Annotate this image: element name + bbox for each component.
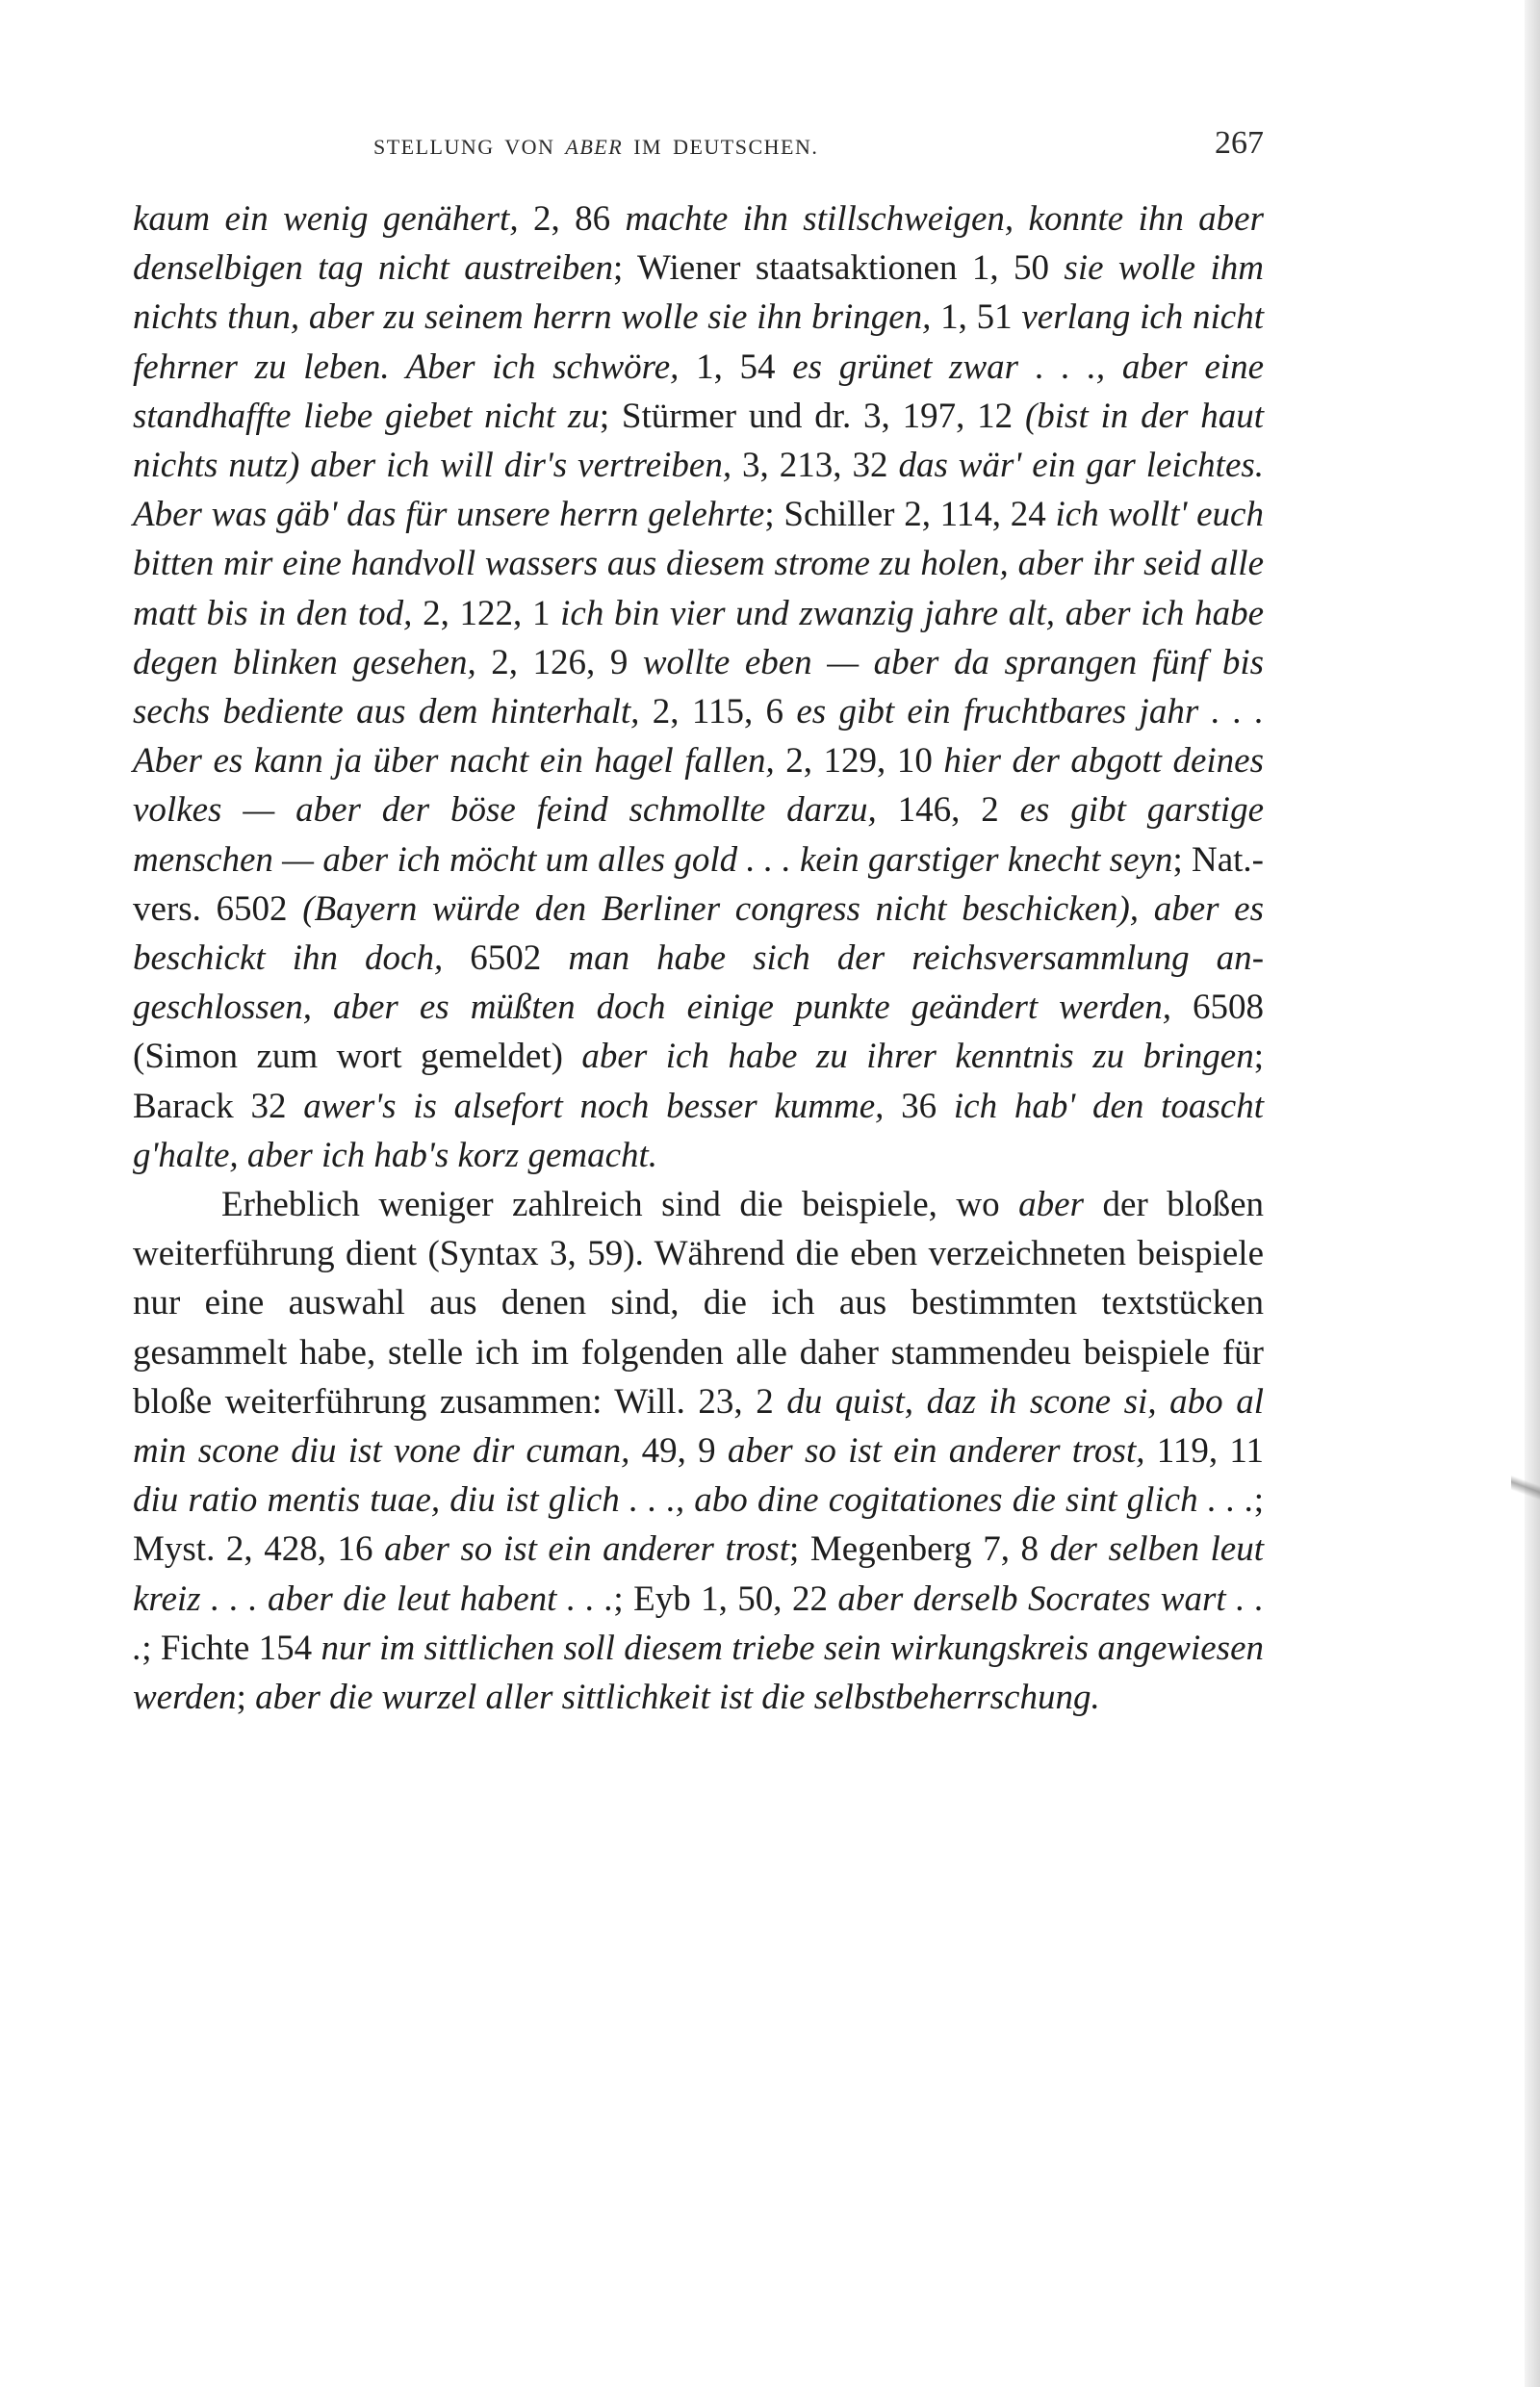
running-title-part: IM DEUTSCHEN. — [623, 135, 819, 159]
italic-text-run: ich wollt' euch bitten mir eine handvoll wassers aus diesem strome zu holen, aber ihr seid alle matt bis in den tod, — [133, 495, 1264, 633]
italic-text-run: sie wolle ihm nichts thun, aber zu seinem herrn wolle sie ihn bringen, — [133, 248, 1264, 338]
text-run: 146, 2 — [876, 790, 1020, 831]
italic-text-run: (Bayern würde den Berliner congress nicht beschicken), aber es beschickt ihn doch, — [133, 888, 1264, 979]
book-page — [133, 123, 1264, 1722]
italic-text-run: machte ihn stillschweigen, konnte ihn aber denselbigen tag nicht austreiben — [133, 199, 1264, 289]
italic-text-run: der selben leut kreiz . . . aber die leut habent . . . — [133, 1529, 1265, 1619]
italic-text-run: es gibt garstige menschen — aber ich möcht um alles gold . . . kein garstiger knecht seyn — [133, 790, 1264, 880]
italic-text-run: aber die wurzel aller sittlichkeit ist die selbstbeherrschung. — [255, 1678, 1100, 1718]
text-run: 2, 126, 9 — [475, 642, 643, 682]
italic-text-run: awer's is alsefort noch besser kumme, — [303, 1086, 885, 1126]
text-run: Erheblich weniger zahlreich sind die beispiele, wo — [221, 1185, 1019, 1225]
text-run: der bloßen weiterführung dient (Syntax 3, 59). Während die eben verzeichneten beispiele nur eine auswahl aus denen sind, die ich aus bestimmten textstücken gesammelt habe, stelle ich im folgenden alle daher stammendeu beispiele für bloße weiterführung zusammen: Will. 23, 2 — [133, 1185, 1264, 1422]
italic-text-run: ich hab' den toascht g'halte, aber ich hab's korz gemacht. — [133, 1086, 1265, 1175]
italic-text-run: aber so ist ein anderer trost — [384, 1529, 789, 1570]
running-title-italic: ABER — [565, 135, 624, 159]
text-run: ; Megenberg 7, 8 — [788, 1529, 1050, 1570]
text-run: 36 — [884, 1086, 954, 1126]
italic-text-run: aber derselb Socrates wart . . . — [133, 1578, 1264, 1668]
text-run: ; Schiller 2, 114, 24 — [764, 495, 1056, 535]
italic-text-run: du quist, daz ih scone si, abo al min scone diu ist vone dir cuman, — [133, 1381, 1264, 1472]
text-run: 2, 122, 1 — [412, 593, 561, 633]
italic-text-run: man habe sich der reichsversammlung angeschlossen, aber es müßten doch einige punkte geändert werden, — [133, 938, 1265, 1028]
running-head — [133, 123, 1264, 171]
italic-text-run: wollte eben — aber da sprangen fünf bis sechs bediente aus dem hinterhalt, — [133, 642, 1265, 732]
italic-text-run: aber — [1018, 1185, 1084, 1225]
text-run: 2, 115, 6 — [639, 692, 797, 732]
text-run: ; Wiener staatsaktionen 1, 50 — [613, 248, 1065, 289]
text-run: ; Myst. 2, 428, 16 — [133, 1480, 1264, 1570]
italic-text-run: nur im sittlichen soll diesem triebe sein wirkungskreis angewiesen werden — [133, 1628, 1264, 1718]
text-run: ; Eyb 1, 50, 22 — [613, 1578, 838, 1619]
text-run: 119, 11 — [1144, 1431, 1264, 1472]
text-run: 6508 (Simon zum wort gemeldet) — [133, 988, 1265, 1077]
italic-text-run: (bist in der haut nichts nutz) aber ich will dir's vertreiben, — [133, 396, 1264, 486]
scan-edge — [1525, 0, 1540, 2387]
running-title — [373, 135, 818, 160]
text-run: 3, 213, 32 — [732, 446, 899, 486]
text-run: ; Stürmer und dr. 3, 197, 12 — [599, 396, 1025, 436]
running-title-part: STELLUNG VON — [373, 135, 566, 159]
text-run: 2, 129, 10 — [774, 741, 944, 782]
text-run: ; Fichte 154 — [141, 1628, 321, 1668]
italic-text-run: kaum ein wenig genähert, — [133, 199, 519, 239]
italic-text-run: es grünet zwar . . ., aber eine standhaffte liebe giebet nicht zu — [133, 346, 1264, 436]
body-text — [133, 194, 1264, 1722]
text-run: ; Nat.-vers. 6502 — [133, 839, 1264, 929]
text-run: 6502 — [443, 938, 569, 979]
italic-text-run: es gibt ein fruchtbares jahr . . . Aber es kann ja über nacht ein hagel fallen, — [133, 692, 1264, 782]
text-run: ; Barack 32 — [133, 1037, 1264, 1126]
italic-text-run: verlang ich nicht fehrner zu leben. Aber ich schwöre, — [133, 297, 1264, 387]
italic-text-run: diu ratio mentis tuae, diu ist glich . . ., abo dine cogitationes die sint glich . . . — [133, 1480, 1254, 1521]
page-number: 267 — [1215, 125, 1264, 161]
scan-edge-mark — [1511, 1424, 1540, 1550]
italic-text-run: hier der abgott deines volkes — aber der böse feind schmollte darzu, — [133, 741, 1264, 831]
text-run: ; — [236, 1678, 256, 1718]
italic-text-run: aber ich habe zu ihrer kenntnis zu bringen — [581, 1037, 1254, 1077]
paragraph-continuation — [133, 1180, 1264, 1722]
text-run: 1, 51 — [931, 297, 1022, 338]
italic-text-run: ich bin vier und zwanzig jahre alt, aber ich habe degen blinken gesehen, — [133, 593, 1264, 682]
paragraph-examples — [133, 194, 1264, 1180]
text-run: 49, 9 — [629, 1431, 728, 1472]
text-run: 1, 54 — [679, 346, 793, 387]
italic-text-run: aber so ist ein anderer trost, — [727, 1431, 1145, 1472]
italic-text-run: das wär' ein gar leichtes. Aber was gäb' das für unsere herrn gelehrte — [133, 446, 1265, 535]
text-run: 2, 86 — [518, 199, 626, 239]
